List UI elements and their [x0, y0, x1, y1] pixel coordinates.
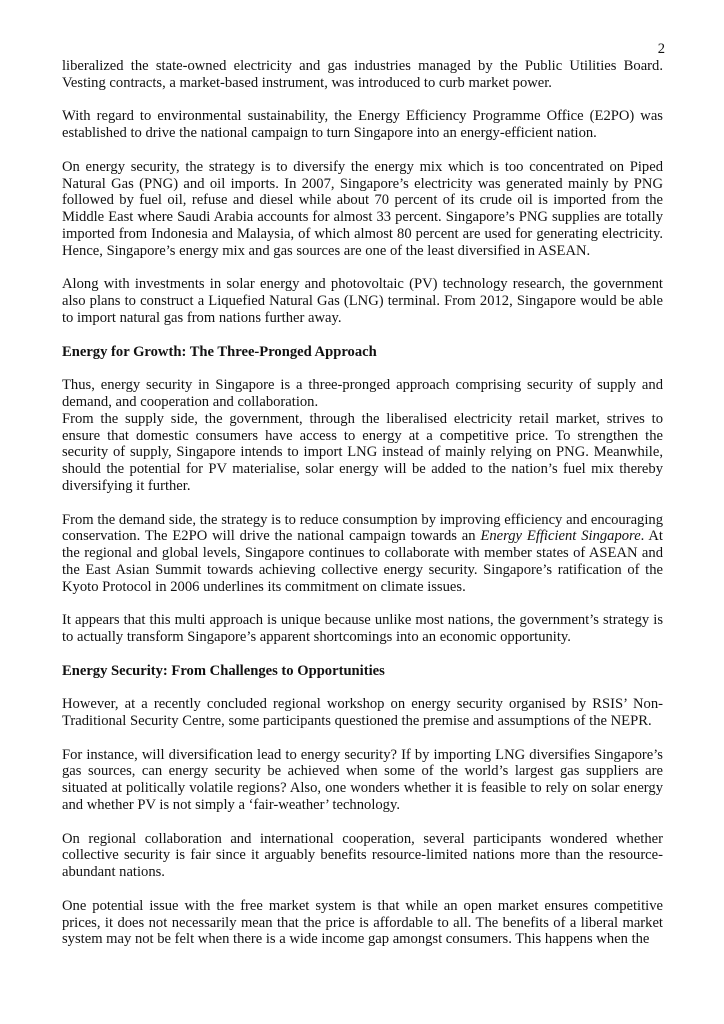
- document-body: [62, 58, 663, 965]
- paragraph: Thus, energy security in Singapore is a three-pronged approach comprising security of supply and demand, and cooperation and collaboration.: [62, 377, 663, 410]
- paragraph: With regard to environmental sustainability, the Energy Efficiency Programme Office (E2PO) was established to drive the national campaign to turn Singapore into an energy-efficient nation.: [62, 108, 663, 142]
- text: From the demand side, the strategy is to reduce consumption by improving efficiency and encouraging conservation. The E2PO will drive the national campaign towards an: [62, 511, 663, 545]
- paragraph: It appears that this multi approach is unique because unlike most nations, the government’s strategy is to actually transform Singapore’s apparent shortcomings into an economic opportunity.: [62, 612, 663, 646]
- paragraph: Along with investments in solar energy and photovoltaic (PV) technology research, the government also plans to construct a Liquefied Natural Gas (LNG) terminal. From 2012, Singapore would be able to import natural gas from nations further away.: [62, 276, 663, 326]
- text: . At the regional and global levels, Singapore continues to collaborate with member states of ASEAN and the East Asian Summit towards achieving collective energy security. Singapore’s ratification of the Kyoto Protocol in 2006 underlines its commitment on climate issues.: [62, 528, 663, 595]
- paragraph: [62, 512, 663, 596]
- paragraph: For instance, will diversification lead to energy security? If by importing LNG diversifies Singapore’s gas sources, can energy security be achieved when some of the world’s largest gas suppliers are situated at politically volatile regions? Also, one wonders whether it is feasible to rely on solar energy and whether PV is not simply a ‘fair-weather’ technology.: [62, 746, 663, 814]
- paragraph: On energy security, the strategy is to diversify the energy mix which is too concentrated on Piped Natural Gas (PNG) and oil imports. In 2007, Singapore’s electricity was generated mainly by PNG followed by fuel oil, refuse and diesel while about 70 percent of its crude oil is imported from the Middle East where Saudi Arabia accounts for almost 33 percent. Singapore’s PNG supplies are totally imported from Indonesia and Malaysia, of which almost 80 percent are used for generating electricity. Hence, Singapore’s energy mix and gas sources are one of the least diversified in ASEAN.: [62, 158, 663, 259]
- section-heading: Energy for Growth: The Three-Pronged Approach: [62, 343, 377, 360]
- paragraph: One potential issue with the free market system is that while an open market ensures competitive prices, it does not necessarily mean that the price is affordable to all. The benefits of a liberal market system may not be felt when there is a wide income gap amongst consumers. This happens when the: [62, 897, 663, 948]
- page-number: 2: [657, 41, 665, 57]
- paragraph: From the supply side, the government, through the liberalised electricity retail market, strives to ensure that domestic consumers have access to energy at a competitive price. To strengthen the security of supply, Singapore intends to import LNG instead of mainly relying on PNG. Meanwhile, should the potential for PV materialise, solar energy will be added to the nation’s fuel mix thereby diversifying it further.: [62, 410, 663, 494]
- paragraph: However, at a recently concluded regional workshop on energy security organised by RSIS’ Non-Traditional Security Centre, some participants questioned the premise and assumptions of the NEPR.: [62, 696, 663, 730]
- paragraph: liberalized the state-owned electricity and gas industries managed by the Public Utilities Board. Vesting contracts, a market-based instrument, was introduced to curb market power.: [62, 58, 663, 91]
- section-heading: Energy Security: From Challenges to Opportunities: [62, 662, 385, 679]
- italic-text: Energy Efficient Singapore: [480, 528, 641, 545]
- paragraph: On regional collaboration and international cooperation, several participants wondered whether collective security is fair since it arguably benefits resource-limited nations more than the resource-abundant nations.: [62, 830, 663, 881]
